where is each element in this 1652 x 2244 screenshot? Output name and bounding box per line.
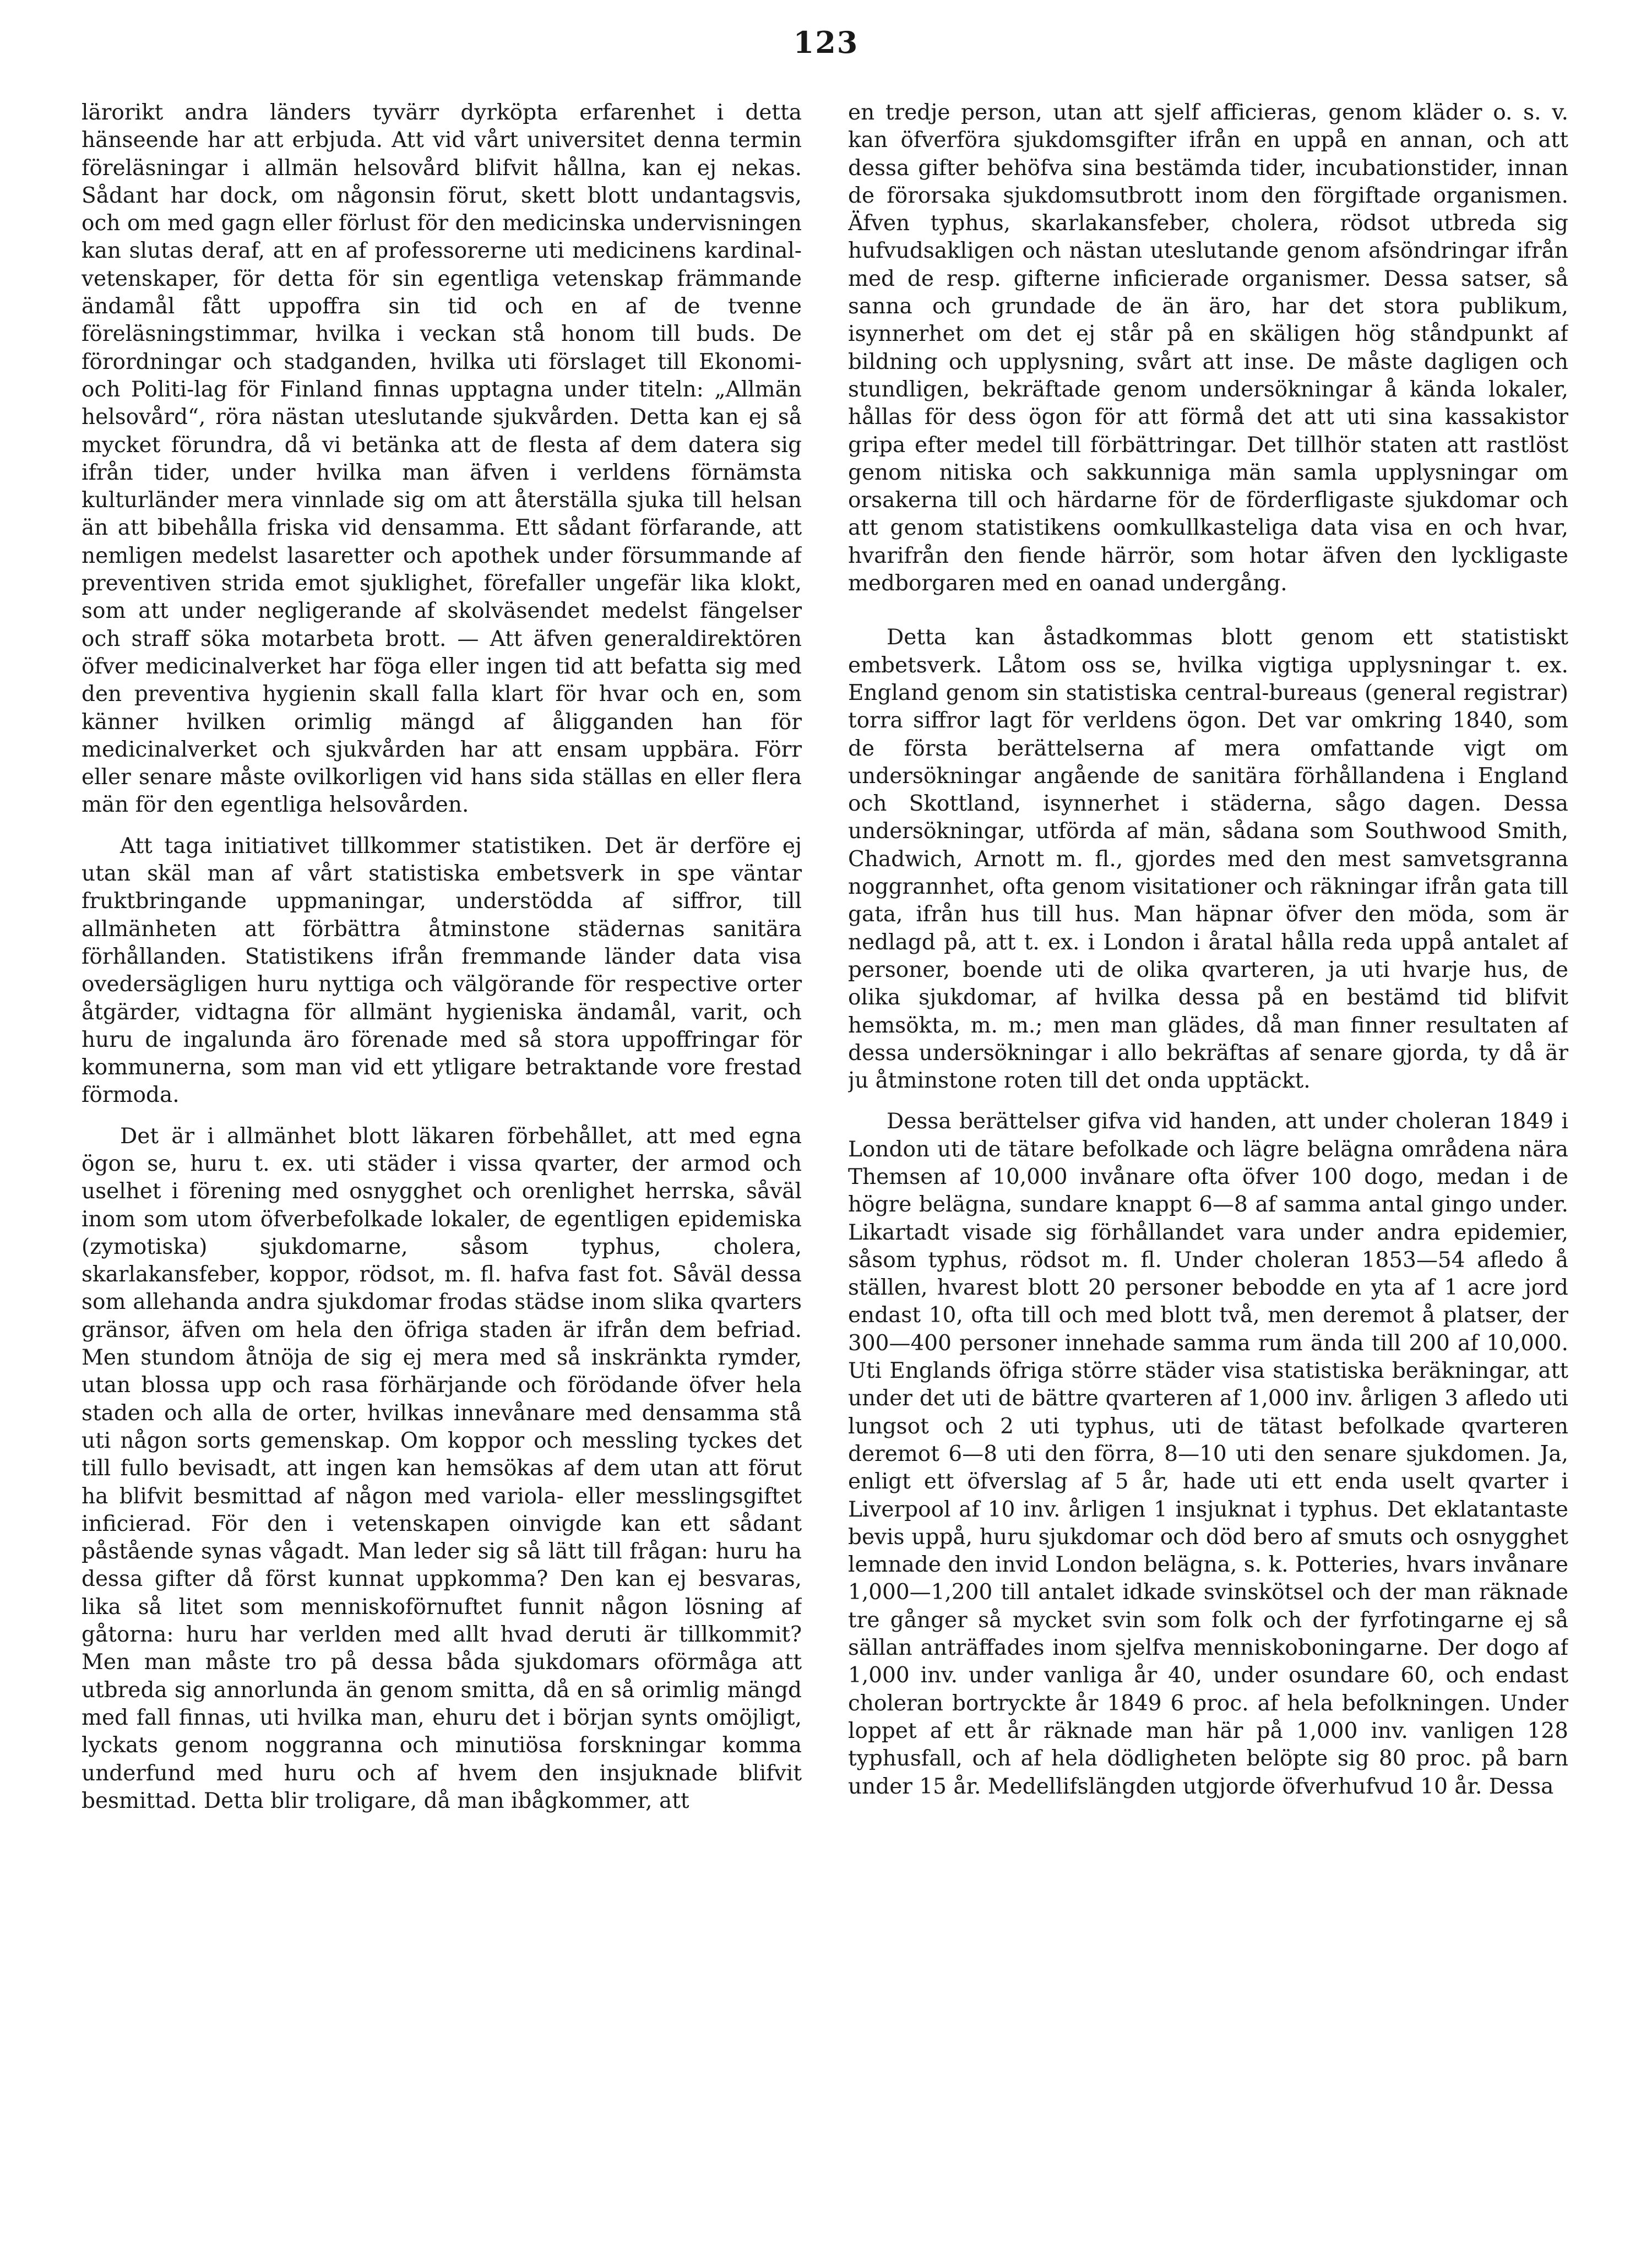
left-column (81, 99, 802, 2192)
right-column (848, 99, 1568, 2192)
page-number: 123 (793, 25, 859, 60)
right-paragraph-1: en tredje person, utan att sjelf afficieras, genom kläder o. s. v. kan öfverföra sjukdomsgifter ifrån en uppå en annan, och att dessa gifter behöfva sina bestämda tider, incubationstider, innan de förorsaka sjukdomsutbrott inom den förgiftade organismen. Äfven typhus, skarlakansfeber, cholera, rödsot utbreda sig hufvudsakligen och nästan uteslutande genom afsöndringar ifrån med de resp. gifterne inficierade organismer. Dessa satser, så sanna och grundade de än äro, har det stora publikum, isynnerhet om det ej står på en skäligen hög ståndpunkt af bildning och upplysning, svårt att inse. De måste dagligen och stundligen, bekräftade genom undersökningar å kända lokaler, hållas för dess ögon för att förmå det att uti sina kassakistor gripa efter medel till förbättringar. Det tillhör staten att rastlöst genom nitiska och sakkunniga män samla upplysningar om orsakerna till och härdarne för de förderfligaste sjukdomar och att genom statistikens oomkullkasteliga data visa en och hvar, hvarifrån den fiende härrör, som hotar äfven den lyckligaste medborgaren med en oanad undergång. (848, 100, 1568, 596)
right-paragraph-2: Detta kan åstadkommas blott genom ett statistiskt embetsverk. Låtom oss se, hvilka vigtiga upplysningar t. ex. England genom sin statistiska central-bureaus (general registrar) torra siffror lagt för verldens ögon. Det var omkring 1840, som de första berättelserna af mera omfattande vigt om undersökningar angående de sanitära förhållandena i England och Skottland, isynnerhet i städerna, sågo dagen. Dessa undersökningar, utförda af män, sådana som Southwood Smith, Chadwich, Arnott m. fl., gjordes med den mest samvetsgranna noggrannhet, ofta genom visitationer och räkningar ifrån gata till gata, ifrån hus till hus. Man häpnar öfver den möda, som är nedlagd på, att t. ex. i London i åratal hålla reda uppå antalet af personer, boende uti de olika qvarteren, ja uti hvarje hus, de olika sjukdomar, af hvilka dessa på en bestämd tid blifvit hemsökta, m. m.; men man glädes, då man finner resultaten af dessa undersökningar i allo bekräftas af senare gjorda, ty då är ju åtminstone roten till det onda upptäckt. (848, 625, 1568, 1094)
left-paragraph-1: lärorikt andra länders tyvärr dyrköpta erfarenhet i detta hänseende har att erbjuda. Att vid vårt universitet denna termin föreläsningar i allmän helsovård blifvit hållna, kan ej nekas. Sådant har dock, om någonsin förut, skett blott undantagsvis, och om med gagn eller förlust för den medicinska undervisningen kan slutas deraf, att en af professorerne uti medicinens kardinal-vetenskaper, för detta för sin egentliga vetenskap främmande ändamål fått uppoffra sin tid och en af de tvenne föreläsningstimmar, hvilka i veckan stå honom till buds. De förordningar och stadganden, hvilka uti förslaget till Ekonomi- och Politi-lag för Finland finnas upptagna under titeln: „Allmän helsovård“, röra nästan uteslutande sjukvården. Detta kan ej så mycket förundra, då vi betänka att de flesta af dem datera sig ifrån tider, under hvilka man äfven i verldens förnämsta kulturländer mera vinnlade sig om att återställa sjuka till helsan än att bibehålla friska vid densamma. Ett sådant förfarande, att nemligen medelst lasaretter och apothek under försummande af preventiven strida emot sjuklighet, förefaller ungefär lika klokt, som att under negligerande af skolväsendet medelst fängelser och straff söka motarbeta brott. — Att äfven generaldirektören öfver medicinalverket har föga eller ingen tid att befatta sig med den preventiva hygienin skall falla klart för hvar och en, som känner hvilken orimlig mängd af åligganden han för medicinalverket och sjukvården har att ensam uppbära. Förr eller senare måste ovilkorligen vid hans sida ställas en eller flera män för den egentliga helsovården. (81, 100, 802, 818)
left-paragraph-2: Att taga initiativet tillkommer statistiken. Det är derföre ej utan skäl man af vårt statistiska embetsverk in spe väntar fruktbringande uppmaningar, understödda af siffror, till allmänheten att förbättra åtminstone städernas sanitära förhållanden. Statistikens ifrån fremmande länder data visa ovedersägligen huru nyttiga och välgörande för respective orter åtgärder, vidtagna för allmänt hygieniska ändamål, varit, och huru de ingalunda äro förenade med så stora uppoffringar för kommunerna, som man vid ett ytligare betraktande vore frestad förmoda. (81, 833, 802, 1108)
right-paragraph-3: Dessa berättelser gifva vid handen, att under choleran 1849 i London uti de tätare befolkade och lägre belägna områdena nära Themsen af 10,000 invånare ofta öfver 100 dogo, medan i de högre belägna, sundare knappt 6—8 af samma antal gingo under. Likartadt visade sig förhållandet vara under andra epidemier, såsom typhus, rödsot m. fl. Under choleran 1853—54 afledo å ställen, hvarest blott 20 personer bebodde en yta af 1 acre jord endast 10, ofta till och med blott två, men deremot å platser, der 300—400 personer innehade samma rum ända till 200 af 10,000. Uti Englands öfriga större städer visa statistiska beräkningar, att under det uti de bättre qvarteren af 1,000 inv. årligen 3 afledo uti lungsot och 2 uti typhus, uti de tätast befolkade qvarteren deremot 6—8 uti den förra, 8—10 uti den senare sjukdomen. Ja, enligt ett öfverslag af 5 år, hade uti ett enda uselt qvarter i Liverpool af 10 inv. årligen 1 insjuknat i typhus. Det eklatantaste bevis uppå, huru sjukdomar och död bero af smuts och osnygghet lemnade den invid London belägna, s. k. Potteries, hvars invånare 1,000—1,200 till antalet idkade svinskötsel och der man räknade tre gånger så mycket svin som folk och der fyrfotingarne ej så sällan anträffades inom sjelfva menniskoboningarne. Der dogo af 1,000 inv. under vanliga år 40, under osundare 60, och endast choleran bortryckte år 1849 6 proc. af hela befolkningen. Under loppet af ett år räknade man här på 1,000 inv. vanligen 128 typhusfall, och af hela dödligheten belöpte sig 80 proc. på barn under 15 år. Medellifslängden utgjorde öfverhufvud 10 år. Dessa (848, 1109, 1568, 1799)
left-paragraph-3: Det är i allmänhet blott läkaren förbehållet, att med egna ögon se, huru t. ex. uti städer i vissa qvarter, der armod och uselhet i förening med osnygghet och orenlighet herrska, såväl inom som utom öfverbefolkade lokaler, de egentligen epidemiska (zymotiska) sjukdomarne, såsom typhus, cholera, skarlakansfeber, koppor, rödsot, m. fl. hafva fast fot. Såväl dessa som allehanda andra sjukdomar frodas städse inom slika qvarters gränsor, äfven om hela den öfriga staden är ifrån dem befriad. Men stundom åtnöja de sig ej mera med så inskränkta rymder, utan blossa upp och rasa förhärjande och förödande öfver hela staden och alla de orter, hvilkas innevånare med densamma stå uti någon sorts gemenskap. Om koppor och messling tyckes det till fullo bevisadt, att ingen kan hemsökas af dem utan att förut ha blifvit besmittad af någon med variola- eller messlingsgiftet inficierad. För den i vetenskapen oinvigde kan ett sådant påstående synas vågadt. Man leder sig så lätt till frågan: huru ha dessa gifter då först kunnat uppkomma? Den kan ej besvaras, lika så litet som menniskoförnuftet funnit någon lösning af gåtorna: huru har verlden med allt hvad deruti är tillkommit? Men man måste tro på dessa båda sjukdomars oförmåga att utbreda sig annorlunda än genom smitta, då en så orimlig mängd med fall finnas, uti hvilka man, ehuru det i början synts omöjligt, lyckats genom noggranna och minutiösa forskningar komma underfund med huru och af hvem den insjuknade blifvit besmittad. Detta blir troligare, då man ibågkommer, att (81, 1123, 802, 1813)
